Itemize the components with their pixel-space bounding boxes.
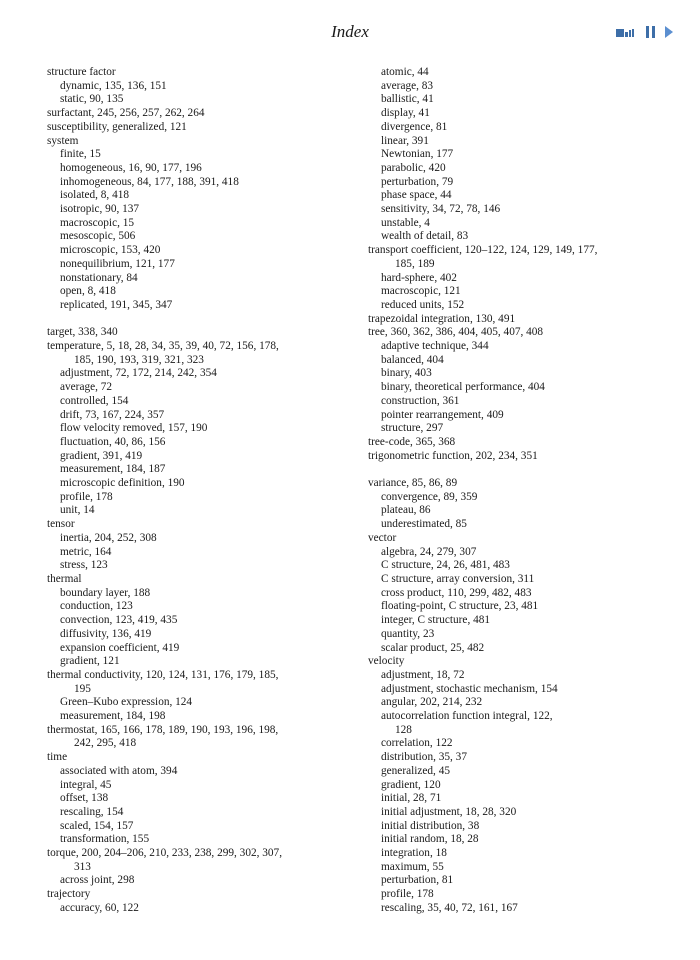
index-subentry: stress, 123 bbox=[60, 559, 108, 572]
index-subentry: angular, 202, 214, 232 bbox=[381, 696, 483, 709]
index-subentry: static, 90, 135 bbox=[60, 93, 124, 106]
index-subentry: binary, 403 bbox=[381, 367, 432, 380]
index-subentry: diffusivity, 136, 419 bbox=[60, 627, 152, 640]
next-icon[interactable] bbox=[664, 25, 674, 44]
index-subentry: flow velocity removed, 157, 190 bbox=[60, 422, 208, 435]
index-subentry: inertia, 204, 252, 308 bbox=[60, 531, 157, 544]
index-subentry: construction, 361 bbox=[381, 394, 460, 407]
index-subentry: conduction, 123 bbox=[60, 600, 133, 613]
index-subentry: underestimated, 85 bbox=[381, 518, 467, 531]
index-subentry: initial, 28, 71 bbox=[381, 792, 442, 805]
index-subentry: initial adjustment, 18, 28, 320 bbox=[381, 805, 517, 818]
index-subentry: initial random, 18, 28 bbox=[381, 833, 479, 846]
index-subentry: adaptive technique, 344 bbox=[381, 340, 489, 353]
nav-controls bbox=[616, 25, 674, 44]
index-entry: time bbox=[47, 751, 68, 764]
index-entry-continuation: 195 bbox=[74, 682, 91, 695]
index-subentry: nonequilibrium, 121, 177 bbox=[60, 257, 175, 270]
index-entry: thermal bbox=[47, 573, 82, 585]
index-entry-continuation: 313 bbox=[74, 860, 91, 873]
index-entry: velocity bbox=[368, 655, 405, 668]
index-subentry: Newtonian, 177 bbox=[381, 148, 454, 161]
index-subentry: ballistic, 41 bbox=[381, 93, 434, 106]
index-subentry: correlation, 122 bbox=[381, 737, 453, 750]
index-subentry: scaled, 154, 157 bbox=[60, 819, 134, 832]
index-subentry: macroscopic, 15 bbox=[60, 216, 135, 229]
index-entry: thermostat, 165, 166, 178, 189, 190, 193, 196, 198, bbox=[47, 723, 279, 736]
index-subentry: macroscopic, 121 bbox=[381, 285, 461, 298]
index-subentry: perturbation, 81 bbox=[381, 874, 454, 887]
index-subentry: divergence, 81 bbox=[381, 120, 448, 133]
index-subentry: hard-sphere, 402 bbox=[381, 271, 457, 284]
index-entry-continuation: 185, 189 bbox=[395, 257, 435, 270]
index-subentry: profile, 178 bbox=[381, 888, 434, 901]
index-subentry: offset, 138 bbox=[60, 792, 109, 805]
index-subentry: adjustment, stochastic mechanism, 154 bbox=[381, 682, 558, 695]
page-title: Index bbox=[331, 22, 369, 41]
index-entry: system bbox=[47, 134, 79, 147]
index-subentry: profile, 178 bbox=[60, 490, 113, 503]
index-subentry: C structure, 24, 26, 481, 483 bbox=[381, 559, 510, 572]
index-subentry: nonstationary, 84 bbox=[60, 271, 138, 284]
index-subentry: fluctuation, 40, 86, 156 bbox=[60, 435, 166, 448]
index-subentry: parabolic, 420 bbox=[381, 161, 446, 174]
index-subentry: cross product, 110, 299, 482, 483 bbox=[381, 586, 532, 599]
index-subentry: gradient, 121 bbox=[60, 655, 120, 668]
index-subentry: average, 83 bbox=[381, 79, 434, 92]
index-entry: surfactant, 245, 256, 257, 262, 264 bbox=[47, 107, 205, 120]
index-subentry: associated with atom, 394 bbox=[60, 764, 178, 777]
index-subentry: distribution, 35, 37 bbox=[381, 751, 467, 764]
index-subentry: perturbation, 79 bbox=[381, 175, 454, 188]
index-subentry: homogeneous, 16, 90, 177, 196 bbox=[60, 161, 202, 174]
index-group-gap bbox=[368, 463, 668, 477]
index-entry: thermal conductivity, 120, 124, 131, 176, 179, 185, bbox=[47, 668, 279, 681]
index-subentry: finite, 15 bbox=[60, 148, 101, 161]
index-subentry: generalized, 45 bbox=[381, 764, 451, 777]
index-subentry: gradient, 391, 419 bbox=[60, 449, 143, 462]
index-subentry: floating-point, C structure, 23, 481 bbox=[381, 600, 539, 613]
index-subentry: unit, 14 bbox=[60, 504, 95, 517]
index-subentry: mesoscopic, 506 bbox=[60, 230, 136, 243]
index-entry: target, 338, 340 bbox=[47, 326, 118, 339]
index-entry-continuation: 128 bbox=[395, 723, 412, 736]
index-subentry: algebra, 24, 279, 307 bbox=[381, 545, 477, 558]
index-entry: transport coefficient, 120–122, 124, 129, 149, 177, bbox=[368, 244, 598, 257]
index-subentry: Green–Kubo expression, 124 bbox=[60, 696, 193, 709]
index-subentry: accuracy, 60, 122 bbox=[60, 901, 139, 914]
index-subentry: measurement, 184, 198 bbox=[60, 710, 166, 723]
index-subentry: integration, 18 bbox=[381, 847, 447, 860]
index-subentry: adjustment, 72, 172, 214, 242, 354 bbox=[60, 367, 217, 380]
index-subentry: average, 72 bbox=[60, 381, 113, 394]
index-subentry: scalar product, 25, 482 bbox=[381, 641, 485, 654]
index-subentry: transformation, 155 bbox=[60, 833, 150, 846]
index-subentry: dynamic, 135, 136, 151 bbox=[60, 79, 167, 92]
index-subentry: isotropic, 90, 137 bbox=[60, 203, 140, 216]
index-entry-continuation: 185, 190, 193, 319, 321, 323 bbox=[74, 353, 204, 366]
index-subentry: binary, theoretical performance, 404 bbox=[381, 381, 545, 394]
index-column-right bbox=[368, 66, 668, 916]
index-subentry: rescaling, 35, 40, 72, 161, 167 bbox=[381, 901, 518, 914]
page-header bbox=[0, 22, 700, 46]
index-subentry: atomic, 44 bbox=[381, 66, 429, 78]
index-subentry: C structure, array conversion, 311 bbox=[381, 573, 535, 585]
index-subentry: wealth of detail, 83 bbox=[381, 230, 469, 243]
index-subentry: plateau, 86 bbox=[381, 504, 431, 517]
index-subentry: unstable, 4 bbox=[381, 216, 430, 229]
index-entry: trigonometric function, 202, 234, 351 bbox=[368, 449, 538, 462]
index-subentry: initial distribution, 38 bbox=[381, 819, 480, 832]
index-subentry: across joint, 298 bbox=[60, 874, 135, 887]
index-entry: structure factor bbox=[47, 66, 116, 78]
index-entry-continuation: 242, 295, 418 bbox=[74, 737, 137, 750]
index-entry: tree-code, 365, 368 bbox=[368, 435, 456, 448]
index-subentry: pointer rearrangement, 409 bbox=[381, 408, 504, 421]
index-subentry: display, 41 bbox=[381, 107, 430, 120]
pause-icon[interactable] bbox=[644, 25, 658, 44]
index-subentry: integer, C structure, 481 bbox=[381, 614, 491, 627]
index-entry: tree, 360, 362, 386, 404, 405, 407, 408 bbox=[368, 326, 544, 339]
index-subentry: maximum, 55 bbox=[381, 860, 444, 873]
index-subentry: balanced, 404 bbox=[381, 353, 444, 366]
index-subentry: autocorrelation function integral, 122, bbox=[381, 710, 553, 723]
index-subentry: microscopic definition, 190 bbox=[60, 477, 185, 490]
index-entry: trajectory bbox=[47, 888, 91, 901]
index-subentry: expansion coefficient, 419 bbox=[60, 641, 180, 654]
index-subentry: isolated, 8, 418 bbox=[60, 189, 130, 202]
index-column-left bbox=[47, 66, 342, 916]
index-subentry: measurement, 184, 187 bbox=[60, 463, 166, 476]
index-subentry: convection, 123, 419, 435 bbox=[60, 614, 178, 627]
index-subentry: convergence, 89, 359 bbox=[381, 490, 478, 503]
index-subentry: phase space, 44 bbox=[381, 189, 452, 202]
index-subentry: drift, 73, 167, 224, 357 bbox=[60, 408, 165, 421]
index-subentry: adjustment, 18, 72 bbox=[381, 668, 465, 681]
index-subentry: open, 8, 418 bbox=[60, 285, 116, 298]
index-entry: variance, 85, 86, 89 bbox=[368, 477, 458, 490]
index-subentry: microscopic, 153, 420 bbox=[60, 244, 161, 257]
index-entry: vector bbox=[368, 531, 397, 544]
index-subentry: metric, 164 bbox=[60, 545, 112, 558]
index-subentry: inhomogeneous, 84, 177, 188, 391, 418 bbox=[60, 175, 239, 188]
index-subentry: sensitivity, 34, 72, 78, 146 bbox=[381, 203, 501, 216]
index-entry: trapezoidal integration, 130, 491 bbox=[368, 312, 516, 325]
index-group-gap bbox=[47, 313, 342, 327]
index-subentry: quantity, 23 bbox=[381, 627, 435, 640]
toc-icon[interactable] bbox=[616, 26, 638, 44]
index-entry: tensor bbox=[47, 518, 75, 531]
index-subentry: controlled, 154 bbox=[60, 394, 129, 407]
index-subentry: gradient, 120 bbox=[381, 778, 441, 791]
index-subentry: reduced units, 152 bbox=[381, 298, 465, 311]
index-subentry: rescaling, 154 bbox=[60, 805, 124, 818]
index-entry: torque, 200, 204–206, 210, 233, 238, 299, 302, 307, bbox=[47, 847, 283, 860]
index-entry: susceptibility, generalized, 121 bbox=[47, 120, 187, 133]
index-subentry: integral, 45 bbox=[60, 778, 112, 791]
index-subentry: boundary layer, 188 bbox=[60, 586, 151, 599]
index-entry: temperature, 5, 18, 28, 34, 35, 39, 40, 72, 156, 178, bbox=[47, 340, 279, 353]
index-subentry: replicated, 191, 345, 347 bbox=[60, 298, 173, 311]
index-subentry: structure, 297 bbox=[381, 422, 444, 435]
index-subentry: linear, 391 bbox=[381, 134, 429, 147]
